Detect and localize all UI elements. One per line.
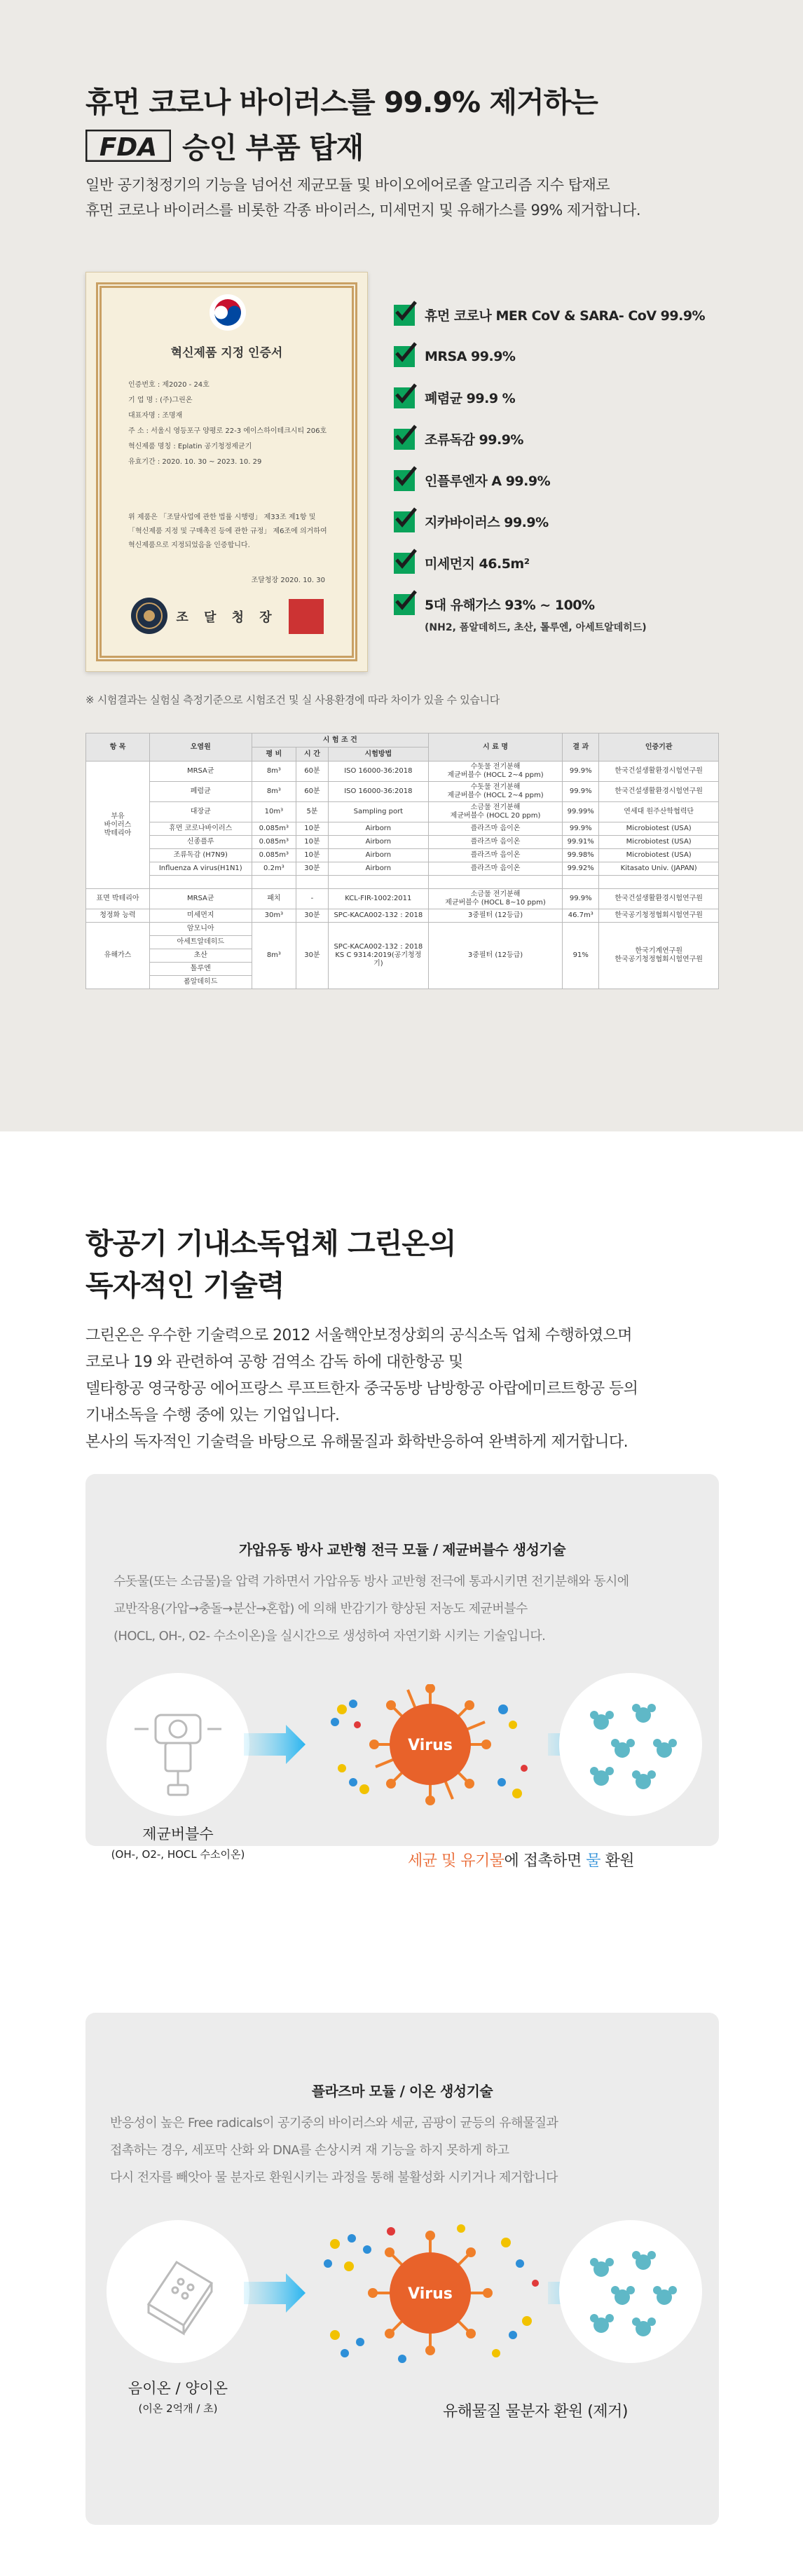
table-cell: 99.9% [563, 782, 599, 802]
technology-headline [85, 1222, 455, 1307]
certificate-title: 혁신제품 지정 인증서 [170, 346, 283, 360]
intro-line: 일반 공기청정기의 기능을 넘어선 제균모듈 및 바이오에어로졸 알고리즘 지수 탑재로 [85, 177, 610, 193]
table-header: 시 험 조 건 [252, 733, 428, 748]
checkmark-icon [394, 511, 415, 532]
test-note: ※ 시험결과는 실험실 측정기준으로 시험조건 및 실 사용환경에 따라 차이가 있을 수 있습니다 [85, 694, 500, 706]
table-cell: 플라즈마 음이온 [429, 862, 563, 876]
table-cell: 8m³ [252, 762, 296, 782]
table-cell: SPC-KACA002-132 : 2018 [328, 909, 428, 923]
table-cell: 30분 [296, 909, 328, 923]
check-label: 미세먼지 46.5m² [425, 556, 530, 572]
table-row [86, 782, 719, 802]
innovation-certificate [85, 272, 368, 672]
check-label: 5대 유해가스 93% ~ 100% [425, 598, 595, 613]
table-header: 오염원 [149, 733, 252, 762]
certificate-line: 대표자명 : 조명재 [128, 412, 183, 420]
table-cell: - [296, 889, 328, 909]
table-cell: SPC-KACA002-132 : 2018 KS C 9314:2019(공기청정기) [328, 923, 428, 989]
table-cell [252, 876, 296, 889]
svg-text:FDA: FDA [99, 132, 158, 162]
table-cell: MRSA균 [149, 762, 252, 782]
certificate-line: 인증번호 : 제2020 - 24호 [128, 381, 210, 389]
check-item [394, 294, 705, 336]
table-cell: 플라즈마 음이온 [429, 822, 563, 836]
table-cell: 한국건설생활환경시험연구원 [599, 889, 719, 909]
intro-line: 휴먼 코로나 바이러스를 비롯한 각종 바이러스, 미세먼지 및 유해가스를 99% 제거합니다. [85, 202, 641, 219]
table-cell: 한국공기청정협회시험연구원 [599, 909, 719, 923]
panel-title: 가압유동 방사 교반형 전극 모듈 / 제균버블수 생성기술 [238, 1541, 566, 1558]
table-cell: 46.7m³ [563, 909, 599, 923]
table-cell: 0.085m³ [252, 849, 296, 862]
fda-section [0, 0, 803, 1131]
check-item [394, 336, 705, 377]
taegeuk-emblem-icon [209, 294, 247, 331]
table-cell: 폐렴균 [149, 782, 252, 802]
table-cell [328, 876, 428, 889]
table-cell: 플라즈마 음이온 [429, 836, 563, 849]
table-cell: 99.9% [563, 822, 599, 836]
description-line: 본사의 독자적인 기술력을 바탕으로 유해물질과 화학반응하여 완벽하게 제거합니다. [85, 1433, 628, 1451]
bubble-water-ions: (OH-, O2-, HOCL 수소이온) [111, 1848, 245, 1861]
checkmark-icon [394, 594, 415, 615]
checkmark-icon [394, 470, 415, 491]
table-cell: MRSA균 [149, 889, 252, 909]
test-results-table [85, 733, 719, 989]
caption-highlight: 세균 및 유기물 [408, 1852, 505, 1870]
table-cell: 3중필터 (12등급) [429, 923, 563, 989]
table-cell: 수돗물 전기분해 제균버블수 (HOCL 2~4 ppm) [429, 762, 563, 782]
reduction-caption [408, 1849, 634, 1871]
water-molecule-circle [559, 2220, 702, 2363]
certificate-line: 혁신제품 명칭 : Eplatin 공기청정제균기 [128, 443, 252, 450]
table-cell: 암모니아 [149, 923, 252, 936]
caption-water: 물 [586, 1852, 601, 1870]
table-cell: 아세트알데히드 [149, 936, 252, 949]
plasma-module-panel [85, 2013, 719, 2525]
table-cell: 0.085m³ [252, 836, 296, 849]
table-subheader: 시험방법 [328, 748, 428, 762]
table-cell: 10분 [296, 849, 328, 862]
table-cell: Sampling port [328, 802, 428, 822]
table-cell: Influenza A virus(H1N1) [149, 862, 252, 876]
headline-line2: 승인 부품 탑재 [182, 131, 364, 165]
bubble-water-title: 제균버블수 [142, 1826, 214, 1843]
table-cell: 8m³ [252, 782, 296, 802]
table-row [86, 889, 719, 909]
table-row [86, 862, 719, 876]
table-cell: Airborn [328, 849, 428, 862]
panel-line: 반응성이 높은 Free radicals이 공기중의 바이러스와 세균, 곰팡이 균등의 유해물질과 [110, 2116, 558, 2130]
table-cell: 패치 [252, 889, 296, 909]
table-cell: Airborn [328, 862, 428, 876]
table-cell: 10m³ [252, 802, 296, 822]
table-cell: 91% [563, 923, 599, 989]
table-cell: Microbiotest (USA) [599, 836, 719, 849]
table-cell: 60분 [296, 782, 328, 802]
plasma-chip-circle [107, 2220, 249, 2363]
ion-count: (이온 2억개 / 초) [138, 2402, 218, 2415]
table-cell: 대장균 [149, 802, 252, 822]
table-cell: 60분 [296, 762, 328, 782]
table-cell: Microbiotest (USA) [599, 822, 719, 836]
bubble-water-label [107, 1823, 249, 1861]
arrow-right-icon [244, 2273, 306, 2313]
table-cell: 조류독감 (H7N9) [149, 849, 252, 862]
check-item [394, 501, 705, 542]
svg-text:Virus: Virus [408, 1737, 453, 1754]
technology-description [85, 1323, 638, 1456]
table-category-cell: 부유 바이러스 박테리아 [86, 762, 150, 889]
description-line: 델타항공 영국항공 에어프랑스 루프트한자 중국동방 남방항공 아랍에미르트항공 등의 [85, 1380, 638, 1398]
table-cell: ISO 16000-36:2018 [328, 762, 428, 782]
panel-description [114, 1568, 629, 1650]
table-cell: 99.9% [563, 889, 599, 909]
headline-line: 독자적인 기술력 [85, 1269, 284, 1302]
table-header: 시 료 명 [429, 733, 563, 762]
fda-logo-icon [85, 130, 171, 162]
headline-line1: 휴먼 코로나 바이러스를 99.9% 제거하는 [85, 85, 598, 119]
table-cell: 소금물 전기분해 제균버블수 (HOCL 8~10 ppm) [429, 889, 563, 909]
table-cell [296, 876, 328, 889]
table-cell: 99.91% [563, 836, 599, 849]
ion-title: 음이온 / 양이온 [128, 2380, 228, 2397]
table-header: 항 목 [86, 733, 150, 762]
table-cell: 8m³ [252, 923, 296, 989]
checkmark-icon [394, 346, 415, 367]
table-cell: 미세먼지 [149, 909, 252, 923]
table-category-cell: 청정화 능력 [86, 909, 150, 923]
table-subheader: 평 비 [252, 748, 296, 762]
table-cell: 10분 [296, 836, 328, 849]
table-row [86, 849, 719, 862]
check-sublabel: (NH2, 폼알데히드, 초산, 톨루엔, 아세트알데히드) [425, 622, 647, 633]
caption-text: 환원 [600, 1852, 635, 1870]
table-cell: 소금물 전기분해 제균버블수 (HOCL 20 ppm) [429, 802, 563, 822]
check-item [394, 460, 705, 501]
table-cell: 10분 [296, 822, 328, 836]
table-cell: 폼알데히드 [149, 976, 252, 989]
check-item [394, 542, 705, 584]
technology-section [0, 1131, 803, 2576]
water-molecule-circle [559, 1673, 702, 1816]
table-cell: 초산 [149, 949, 252, 963]
electrode-module-panel [85, 1474, 719, 1870]
certificate-issuer: 조 달 청 장 [176, 610, 277, 625]
fda-headline-row [85, 125, 363, 166]
check-label: 지카바이러스 99.9% [425, 515, 549, 530]
panel-line: (HOCL, OH-, O2- 수소이온)을 실시간으로 생성하여 자연기화 시키는 기술입니다. [114, 1629, 546, 1644]
table-body [86, 762, 719, 989]
check-item [394, 584, 705, 633]
checkmark-icon [394, 387, 415, 408]
table-cell: 신종플루 [149, 836, 252, 849]
table-row [86, 836, 719, 849]
table-cell: 휴먼 코로나바이러스 [149, 822, 252, 836]
check-item [394, 418, 705, 460]
table-row [86, 923, 719, 936]
table-cell: 99.99% [563, 802, 599, 822]
table-header: 인증기관 [599, 733, 719, 762]
table-cell: 99.98% [563, 849, 599, 862]
table-cell [429, 876, 563, 889]
efficacy-checklist [394, 294, 706, 633]
certificate-line: 주 소 : 서울시 영등포구 양평로 22-3 에이스하이테크시티 206호 [128, 427, 327, 435]
table-cell: 99.92% [563, 862, 599, 876]
table-cell [149, 876, 252, 889]
table-cell: 30m³ [252, 909, 296, 923]
panel-description [110, 2109, 558, 2191]
certificate-line: 유효기간 : 2020. 10. 30 ~ 2023. 10. 29 [128, 458, 262, 466]
plasma-chip-icon [107, 2220, 249, 2363]
check-label: 조류독감 99.9% [425, 432, 523, 448]
table-cell: 한국기계연구원 한국공기청정협회시험연구원 [599, 923, 719, 989]
red-seal-stamp-icon [289, 599, 324, 634]
table-row [86, 762, 719, 782]
svg-text:Virus: Virus [408, 2285, 453, 2303]
check-label: 휴먼 코로나 MER CoV & SARA- CoV 99.9% [425, 308, 706, 324]
table-cell: 0.085m³ [252, 822, 296, 836]
table-cell [599, 876, 719, 889]
table-cell: Microbiotest (USA) [599, 849, 719, 862]
table-cell: 3중필터 (12등급) [429, 909, 563, 923]
table-cell: 수돗물 전기분해 제균버블수 (HOCL 2~4 ppm) [429, 782, 563, 802]
certificate-line: 기 업 명 : (주)그린온 [128, 397, 193, 404]
table-cell: 0.2m³ [252, 862, 296, 876]
certificate-body: 위 제품은 「조달사업에 관한 법률 시행령」 제33조 제1항 및 「혁신제품 지정 및 구매촉진 등에 관한 규정」 제6조에 의거하여 혁신제품으로 지정되었음을 인증합니다. [128, 514, 327, 549]
table-cell: Airborn [328, 822, 428, 836]
table-header: 결 과 [563, 733, 599, 762]
table-category-cell: 유해가스 [86, 923, 150, 989]
headline-line: 항공기 기내소독업체 그린온의 [85, 1227, 456, 1260]
reduction-caption: 유해물질 물분자 환원 (제거) [443, 2403, 628, 2420]
nozzle-circle [107, 1673, 249, 1816]
panel-line: 수돗물(또는 소금물)을 압력 가하면서 가압유동 방사 교반형 전극에 통과시키면 전기분해와 동시에 [114, 1574, 629, 1589]
panel-line: 접촉하는 경우, 세포막 산화 와 DNA를 손상시켜 재 기능을 하지 못하게 하고 [110, 2143, 509, 2158]
table-subheader: 시 간 [296, 748, 328, 762]
table-cell: 30분 [296, 862, 328, 876]
table-cell: 30분 [296, 923, 328, 989]
table-cell: 플라즈마 음이온 [429, 849, 563, 862]
panel-line: 다시 전자를 빼앗아 물 분자로 환원시키는 과정을 통해 불활성화 시키거나 제거합니다 [110, 2170, 558, 2185]
table-cell: 99.9% [563, 762, 599, 782]
table-row [86, 802, 719, 822]
description-line: 그린온은 우수한 기술력으로 2012 서울핵안보정상회의 공식소독 업체 수행하였으며 [85, 1327, 632, 1344]
table-category-cell: 표면 박테리아 [86, 889, 150, 909]
check-label: MRSA 99.9% [425, 348, 516, 364]
caption-text: 에 접촉하면 [504, 1852, 586, 1870]
check-label: 폐렴균 99.9 % [425, 391, 516, 406]
ion-label [107, 2377, 249, 2416]
table-cell: 한국건설생활환경시험연구원 [599, 782, 719, 802]
certificate-date: 조달청장 2020. 10. 30 [251, 577, 325, 584]
description-line: 코로나 19 와 관련하여 공항 검역소 감독 하에 대한항공 및 [85, 1354, 463, 1371]
check-item [394, 377, 705, 418]
table-cell: ISO 16000-36:2018 [328, 782, 428, 802]
check-label: 인플루엔자 A 99.9% [425, 474, 551, 489]
checkmark-icon [394, 429, 415, 450]
virus-icon [368, 2231, 493, 2355]
panel-title: 플라즈마 모듈 / 이온 생성기술 [311, 2083, 493, 2100]
table-row [86, 876, 719, 889]
table-cell [563, 876, 599, 889]
table-cell: KCL-FIR-1002:2011 [328, 889, 428, 909]
checkmark-icon [394, 305, 415, 326]
table-cell: 한국건설생활환경시험연구원 [599, 762, 719, 782]
description-line: 기내소독을 수행 중에 있는 기업입니다. [85, 1407, 340, 1424]
certificate-details [128, 378, 327, 470]
table-cell: 연세대 원주산학협력단 [599, 802, 719, 822]
table-cell: 톨루엔 [149, 963, 252, 976]
water-molecule-icon [559, 1673, 702, 1816]
virus-icon [369, 1684, 491, 1805]
checkmark-icon [394, 553, 415, 574]
table-cell: Kitasato Univ. (JAPAN) [599, 862, 719, 876]
table-row [86, 909, 719, 923]
table-cell: Airborn [328, 836, 428, 849]
panel-line: 교반작용(가압→충돌→분산→혼합) 에 의해 반감기가 향상된 저농도 제균버블수 [114, 1602, 528, 1616]
water-molecule-icon [559, 2220, 702, 2363]
arrow-right-icon [244, 1725, 306, 1764]
table-cell: 5분 [296, 802, 328, 822]
table-row [86, 822, 719, 836]
spray-nozzle-icon [107, 1673, 249, 1816]
intro-text [85, 172, 640, 223]
